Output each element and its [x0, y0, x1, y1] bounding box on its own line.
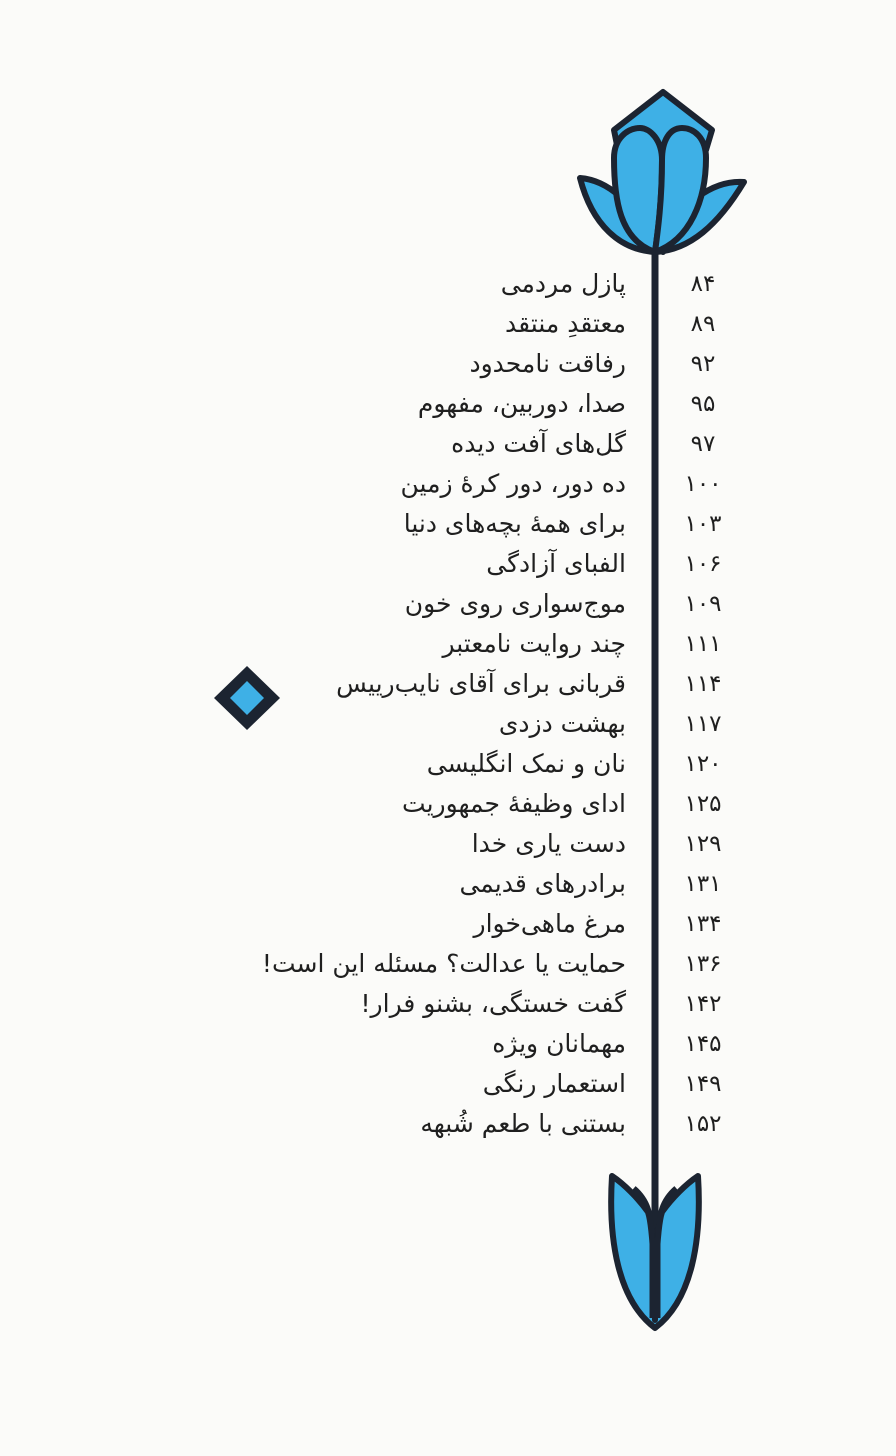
toc-entry-page: ۱۱۱ — [684, 631, 722, 657]
toc-entry-page: ۱۰۳ — [684, 511, 722, 537]
toc-entry[interactable] — [0, 1024, 896, 1064]
toc-entry[interactable] — [0, 504, 896, 544]
toc-entry[interactable] — [0, 744, 896, 784]
toc-entry-page: ۹۵ — [690, 391, 716, 417]
toc-entry-title: پازل مردمی — [500, 269, 626, 298]
toc-entry-page: ۱۱۷ — [684, 711, 722, 737]
toc-entry[interactable] — [0, 704, 896, 744]
toc-entry-page: ۹۷ — [690, 431, 716, 457]
toc-entry-page: ۱۲۹ — [684, 831, 722, 857]
toc-entry[interactable] — [0, 944, 896, 984]
toc-entry[interactable] — [0, 384, 896, 424]
toc-entry[interactable] — [0, 264, 896, 304]
toc-entry-title: چند روایت نامعتبر — [442, 629, 626, 658]
toc-entry-title: برادرهای قدیمی — [459, 869, 626, 898]
toc-entry-page: ۱۳۶ — [684, 951, 722, 977]
toc-entry-title: ده دور، دور کرهٔ زمین — [400, 469, 626, 498]
toc-entry-page: ۸۹ — [690, 311, 716, 337]
toc-entry-title: مهمانان ویژه — [492, 1029, 626, 1058]
toc-entry[interactable] — [0, 1104, 896, 1144]
toc-entry[interactable] — [0, 984, 896, 1024]
toc-entry[interactable] — [0, 824, 896, 864]
toc-entry-title: بستنی با طعم شُبهه — [420, 1109, 626, 1138]
toc-entry-title: گفت خستگی، بشنو فرار! — [360, 989, 626, 1018]
toc-entry-title: الفبای آزادگی — [486, 549, 626, 578]
toc-entry-title: قربانی برای آقای نایب‌رییس — [336, 669, 626, 698]
toc-entry[interactable] — [0, 344, 896, 384]
toc-entry[interactable] — [0, 624, 896, 664]
toc-entry-page: ۱۴۵ — [684, 1031, 722, 1057]
toc-entry-page: ۸۴ — [690, 271, 716, 297]
toc-entry[interactable] — [0, 464, 896, 504]
toc-entry[interactable] — [0, 584, 896, 624]
toc-entry[interactable] — [0, 304, 896, 344]
toc-entry-title: نان و نمک انگلیسی — [426, 749, 626, 778]
toc-entry-page: ۹۲ — [690, 351, 716, 377]
toc-entry[interactable] — [0, 904, 896, 944]
toc-entry-title: استعمار رنگی — [482, 1069, 626, 1098]
toc-entry-page: ۱۳۴ — [684, 911, 722, 937]
table-of-contents — [0, 264, 896, 1164]
toc-entry-page: ۱۵۲ — [684, 1111, 722, 1137]
toc-entry[interactable] — [0, 424, 896, 464]
toc-entry[interactable] — [0, 1064, 896, 1104]
toc-entry-page: ۱۰۹ — [684, 591, 722, 617]
toc-entry-title: دست یاری خدا — [471, 829, 626, 858]
lotus-flower-icon — [580, 92, 744, 252]
toc-entry-title: ادای وظیفهٔ جمهوریت — [402, 789, 626, 818]
toc-entry-title: موج‌سواری روی خون — [404, 589, 626, 618]
toc-entry-page: ۱۱۴ — [684, 671, 722, 697]
toc-entry-title: مرغ ماهی‌خوار — [473, 909, 626, 938]
toc-entry-title: رفاقت نامحدود — [469, 349, 626, 378]
toc-entry-title: حمایت یا عدالت؟ مسئله این است! — [261, 949, 626, 978]
toc-entry-title: معتقدِ منتقد — [505, 309, 626, 338]
toc-entry-page: ۱۲۰ — [684, 751, 722, 777]
toc-entry-title: صدا، دوربین، مفهوم — [417, 389, 626, 418]
toc-entry-page: ۱۳۱ — [684, 871, 722, 897]
toc-entry[interactable] — [0, 784, 896, 824]
toc-entry-page: ۱۲۵ — [684, 791, 722, 817]
toc-entry[interactable] — [0, 864, 896, 904]
toc-entry-page: ۱۰۶ — [684, 551, 722, 577]
toc-entry[interactable] — [0, 664, 896, 704]
toc-entry-title: برای همهٔ بچه‌های دنیا — [403, 509, 626, 538]
toc-entry-page: ۱۰۰ — [684, 471, 722, 497]
toc-entry[interactable] — [0, 544, 896, 584]
toc-entry-title: گل‌های آفت دیده — [451, 429, 626, 458]
toc-entry-page: ۱۴۹ — [684, 1071, 722, 1097]
toc-entry-page: ۱۴۲ — [684, 991, 722, 1017]
toc-entry-title: بهشت دزدی — [498, 709, 626, 738]
